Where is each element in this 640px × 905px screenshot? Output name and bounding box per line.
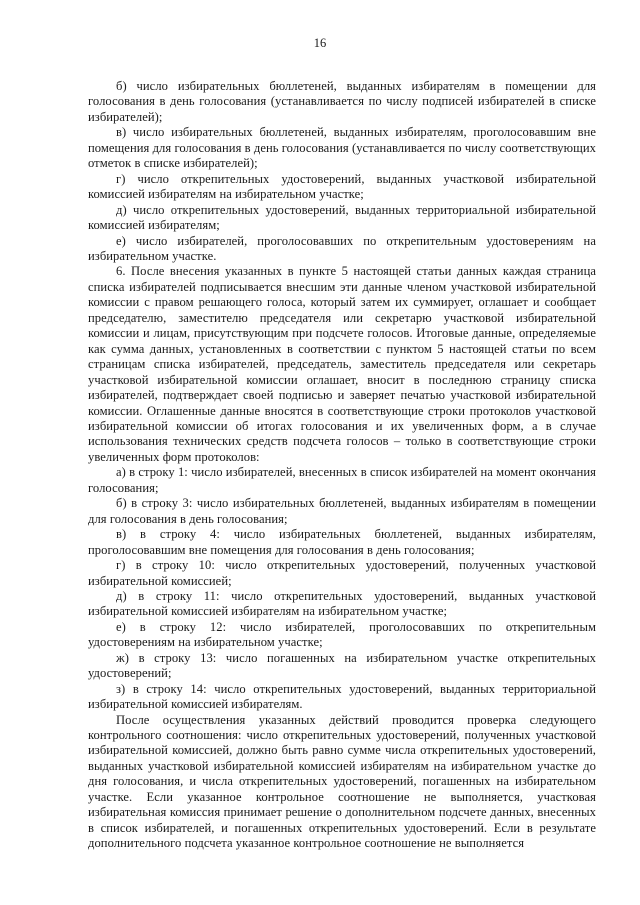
paragraph-line-13: ж) в строку 13: число погашенных на избирательном участке открепительных удостоверений; bbox=[88, 650, 596, 681]
page-number: 16 bbox=[313, 36, 327, 50]
document-body bbox=[88, 79, 596, 852]
paragraph-item-e: е) число избирателей, проголосовавших по открепительным удостоверениям на избирательном участке. bbox=[88, 233, 596, 263]
paragraph-item-b: б) число избирательных бюллетеней, выданных избирателям в помещении для голосования в день голосования (устанавливается по числу подписей избирателей в списке избирателей); bbox=[88, 79, 596, 124]
paragraph-clause-6: 6. После внесения указанных в пункте 5 настоящей статьи данных каждая страница списка избирателей подписывается внесшим эти данные членом участковой избирательной комиссии с правом решающего голоса, который затем их суммирует, оглашает и сообщает председателю, заместителю председателя или секретарю участковой избирательной комиссии и лицам, присутствующим при подсчете голосов. Итоговые данные, определяемые как сумма данных, установленных в соответствии с пунктом 5 настоящей статьи по всем страницам списка избирателей, председатель, заместитель председателя или секретарь участковой избирательной комиссии оглашает, вносит в последнюю страницу списка избирателей, подтверждает своей подписью и заверяет печатью участковой избирательной комиссии. Оглашенные данные вносятся в соответствующие строки протоколов участковой избирательной комиссии об итогах голосования и их увеличенных форм, а в случае использования технических средств подсчета голосов – только в соответствующие строки увеличенных форм протоколов: bbox=[88, 264, 596, 464]
paragraph-line-1: а) в строку 1: число избирателей, внесенных в список избирателей на момент окончания голосования; bbox=[88, 465, 596, 495]
paragraph-item-v: в) число избирательных бюллетеней, выданных избирателям, проголосовавшим вне помещения для голосования в день голосования (устанавливается по числу соответствующих отметок в списке избирателей); bbox=[88, 125, 596, 171]
paragraph-line-14: з) в строку 14: число открепительных удостоверений, выданных территориальной избирательной комиссией избирателям. bbox=[88, 681, 596, 712]
paragraph-line-4: в) в строку 4: число избирательных бюллетеней, выданных избирателям, проголосовавшим вне помещения для голосования в день голосования; bbox=[88, 527, 596, 557]
paragraph-line-12: е) в строку 12: число избирателей, проголосовавших по открепительным удостоверениям на избирательном участке; bbox=[88, 619, 596, 650]
paragraph-line-11: д) в строку 11: число открепительных удостоверений, выданных участковой избирательной комиссией избирателям на избирательном участке; bbox=[88, 588, 596, 619]
paragraph-item-d: д) число открепительных удостоверений, выданных территориальной избирательной комиссией избирателям; bbox=[88, 202, 596, 233]
paragraph-line-10: г) в строку 10: число открепительных удостоверений, полученных участковой избирательной комиссией; bbox=[88, 558, 596, 588]
paragraph-control-check: После осуществления указанных действий проводится проверка следующего контрольного соотношения: число открепительных удостоверений, полученных участковой избирательной комиссией, должно быть равно сумме числа открепительных удостоверений, выданных участковой избирательной комиссией избирателям на избирательном участке до дня голосования, и числа открепительных удостоверений, погашенных на избирательном участке. Если указанное контрольное соотношение не выполняется, участковая избирательная комиссия принимает решение о дополнительном подсчете данных, внесенных в список избирателей, и погашенных открепительных удостоверений. Если в результате дополнительного подсчета указанное контрольное соотношение не выполняется bbox=[88, 712, 596, 851]
paragraph-item-g: г) число открепительных удостоверений, выданных участковой избирательной комиссией избирателям на избирательном участке; bbox=[88, 171, 596, 202]
paragraph-line-3: б) в строку 3: число избирательных бюллетеней, выданных избирателям в помещении для голосования в день голосования; bbox=[88, 496, 596, 526]
